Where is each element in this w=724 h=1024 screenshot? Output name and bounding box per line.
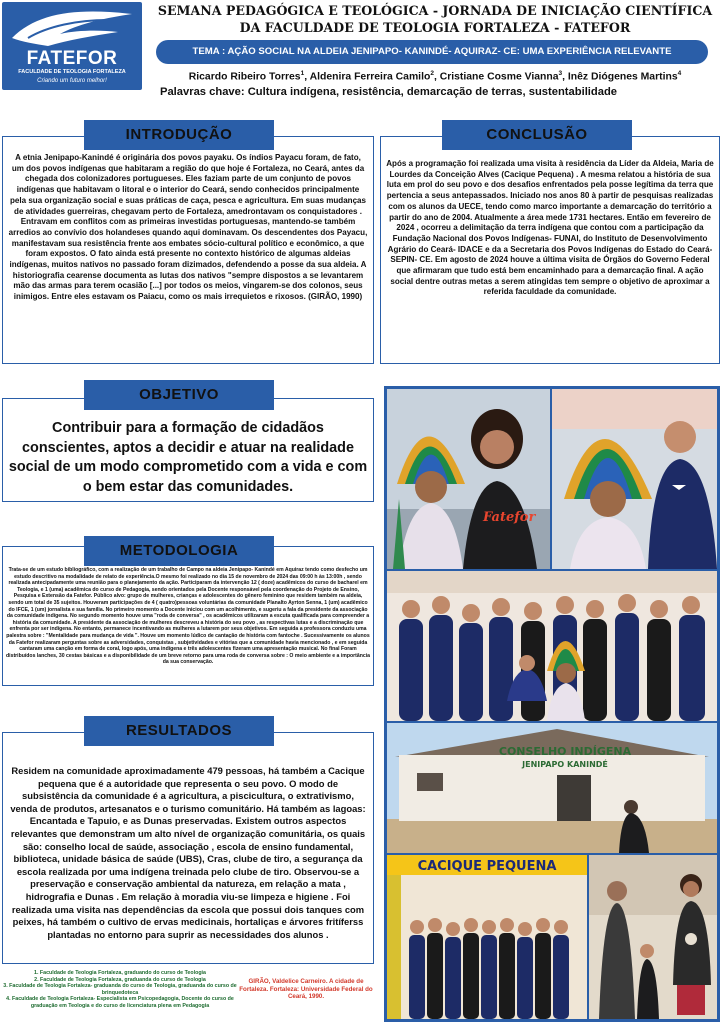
resultados-text: Residem na comunidade aproximadamente 479 pessoas, há também a Cacique pequena que é a autoridade que representa o seu povo. O modo de subsistência da comunidade é a agricultura, a piscicultura, o extrativismo, venda de produtos, artesanatos e o turismo comunitário. Há também as lagoas: Encantada e Tapuio, e as Dunas preservadas. Existem outros aspectos relevantes que demonstram um alto nível de organização comunitária, os quais são: conselho local de saúde, associação , escola de ensino fundamental, biblioteca, unidade básica de saúde (UBS), Cras, clube de tiro, a segurança da escola realizada por uma indígena treinada pelo clube de tiro. Observou-se a preservação e conservação ambiental da natureza, em relação a mata , hidrografia e Dunas . Em relação à moradia viu-se limpeza e higiene . Foi realizada uma visita nas dependências da escola que possui dois tanques com peixes, há também o cultivo de ervas medicinais, hortaliças e árvores fritíferss plantadas no entorno para suprir as necessidades dos alunos . bbox=[10, 765, 366, 940]
photo-group-seated bbox=[387, 571, 717, 721]
footnote-item: 2. Faculdade de Teologia Fortaleza, graduanda do curso de Teologia bbox=[34, 976, 206, 983]
poster-title bbox=[148, 2, 722, 36]
logo-motto: Criando um futuro melhor! bbox=[37, 78, 107, 84]
keywords-line: Palavras chave: Cultura indígena, resistência, demarcação de terras, sustentabilidade bbox=[160, 86, 618, 98]
metodologia-text: Trata-se de um estudo bibliográfico, com a realização de um trabalho de Campo na aldeia Jenipapo- Kanindé em Aquiraz tendo como desfecho um estudo descritivo na modalidade de relato de experiência.O mesmo foi realizado no dia 15 de novembro de 2024 das 09:00 h às 13:00h , sendo realizada antecipadamente uma reunião para o planejamento da ação. Participaram da intervenção 12 ( doze) acadêmicos do curso de bacharel em Teologia, e 1 (uma) acadêmica do curso de Pedagogia, sendo orientados pela Docente responsável pela coordenação do Projeto de Ensino, Pesquisa e Extensão da Fatefor. Público alvo: grupo de mulheres, crianças e adolescentes do gênero feminino que residem também na aldeia, sendo um total de 35 sujeitos. Houveram participações de 4 ( quatro)pessoas voluntárias da comunidade Planalto Ayrton Senna, 1 (um) acadêmico do IFCE, 1 (um) jornalista e sua família. No primeiro momento a Docente iniciou com um acolhimento, e sugeriu a fala da presidente da associação da comunidade indígena. No segundo momento houve uma "roda de conversa" , os acadêmicos utilizaram a escuta qualificada para compreender a história da comunidade. A presidente da associação de mulheres descreveu a história do seu povo , as respectivas lutas e a discriminação que enfrenta por ser indígena. No entanto, permanece incentivando as mulheres a lutarem por seus objetivos. Em seguida a professora conduziu uma palestra sobre : "Mentalidade para mudança de vida ". Houve um momento lúdico de cantação de história com fantoche . Sucessivamente os alunos da Fatefor realizaram perguntas sobre as adversidades, conquistas , subjetividades e vitórias que a comunidade havia mencionado , e em seguida cantaram uma canção em forma de coral, logo após, uma indígena e três adolescentes fizeram uma apresentação musical. No final Foram distribuídos lanches, 30 cestas básicas e a disponibilidade de um breve retorno para uma roda de conversa sobre : O meio ambiente e a importância da sua conservação. bbox=[6, 567, 370, 666]
authors-line bbox=[148, 70, 722, 82]
photo-group-standing bbox=[387, 855, 587, 1019]
fatefor-shirt-text: Fatefor bbox=[483, 510, 536, 525]
author-mark: 3 bbox=[558, 70, 563, 77]
photo-gallery bbox=[384, 386, 720, 1022]
footnote-item: 1. Faculdade de Teologia Fortaleza, graduando do curso de Teologia bbox=[34, 970, 206, 976]
photo-conselho-building bbox=[387, 723, 717, 853]
logo-subtitle: FACULDADE DE TEOLOGIA FORTALEZA bbox=[18, 69, 126, 75]
objetivo-heading: OBJETIVO bbox=[84, 380, 274, 410]
logo-name: FATEFOR bbox=[26, 48, 118, 69]
introducao-box bbox=[2, 136, 374, 364]
tema-banner: TEMA : AÇÃO SOCIAL NA ALDEIA JENIPAPO- KANINDÉ- AQUIRAZ- CE: UMA EXPERIÊNCIA RELEVANTE bbox=[156, 40, 708, 64]
poster-title-line2: DA FACULDADE DE TEOLOGIA FORTALEZA - FATEFOR bbox=[239, 20, 631, 35]
author-mark: 1 bbox=[300, 70, 305, 77]
cacique-banner-text: CACIQUE PEQUENA bbox=[417, 859, 557, 874]
metodologia-box bbox=[2, 546, 374, 686]
author-separator: , bbox=[433, 71, 440, 83]
author-separator: , bbox=[562, 71, 568, 83]
author-name: Cristiane Cosme Vianna bbox=[439, 71, 559, 83]
conclusao-box bbox=[380, 136, 720, 364]
objetivo-box bbox=[2, 398, 374, 502]
conclusao-heading: CONCLUSÃO bbox=[442, 120, 632, 150]
conclusao-text: Após a programação foi realizada uma visita à residência da Líder da Aldeia, Maria de Lourdes da Conceição Alves (Cacique Pequena) . A mesma relatou a história de sua luta em prol do seu povo e dos desafios enfrentados pela posse legítima da terra que pertencia a seus antepassados. Iniciado nos anos 80 à partir de pesquisas realizadas com os alunos da UECE, tendo como marco importante a demarcação do território a partir do ano de 2004. Atualmente a área mede 1731 hectares. Então em fevereiro de 2024 , ocorreu a delimitação da terra indígena que contou com a participação da Fundação Nacional dos Povos Indígenas- FUNAI, do Instituto de Desenvolvimento Agrário do Ceará- IDACE e da a Secretaria dos Povos Indígenas do Estado do Ceará- SEPIN- CE. Em agosto de 2024 houve a última visita de Órgãos do Governo Federal que afirmaram que tudo está bem encaminhado para a demarcação final. A ação social dentre outras metas a serem atingidas tem sempre o objetivo de aproximar a referida faculdade da comunidade. bbox=[386, 159, 714, 297]
dove-wing-icon bbox=[8, 8, 136, 48]
reference: GIRÃO, Valdelice Carneiro. A cidade de Fortaleza. Fortaleza: Universidade Federal do Ceará, 1990. bbox=[239, 978, 373, 1001]
fatefor-logo bbox=[2, 2, 142, 90]
author-name: Inêz Diógenes Martins bbox=[567, 71, 678, 83]
photo-cacique-with-man bbox=[552, 389, 717, 569]
author-name: Ricardo Ribeiro Torres bbox=[188, 71, 301, 83]
introducao-heading: INTRODUÇÃO bbox=[84, 120, 274, 150]
footnotes bbox=[2, 970, 238, 1009]
resultados-box bbox=[2, 732, 374, 964]
objetivo-text: Contribuir para a formação de cidadãos conscientes, aptos a decidir e atuar na realidade social de um modo comprometido com a vida e com o bem estar das comunidades. bbox=[8, 420, 368, 495]
photo-cacique-with-student bbox=[387, 389, 550, 569]
author-name: Aldenira Ferreira Camilo bbox=[309, 71, 431, 83]
resultados-heading: RESULTADOS bbox=[84, 716, 274, 746]
photo-woman-speaking bbox=[589, 855, 717, 1019]
building-sign-line2: JENIPAPO KANINDÉ bbox=[522, 760, 608, 769]
building-sign-line1: CONSELHO INDÍGENA bbox=[498, 745, 632, 758]
author-mark: 4 bbox=[677, 70, 682, 77]
footnote-item: 4. Faculdade de Teologia Fortaleza- Especialista em Psicopedagogia, Docente do curso de graduação em Teologia e do curso de licenciatura plena em Pedagogia bbox=[6, 996, 234, 1009]
author-separator: , bbox=[304, 71, 310, 83]
author-mark: 2 bbox=[430, 70, 434, 77]
introducao-text: A etnia Jenipapo-Kanindé é originária dos povos payaku. Os índios Payacu foram, de fato, um dos povos indígenas que habitaram a região do que hoje é Fortaleza, no Ceará, antes da chegada dos colonizadores portugueses. Eles faziam parte de um conjunto de povos indígenas que habitavam o litoral e o interior do Ceará, sendo conhecidos principalmente pela sua organização social e suas práticas de caça, pesca e agricultura. Em suas mudanças de atividades guerreiras, chegavam perto de Fortaleza, amedrontavam os conquistadores . Entravam em conflitos com as primeiras investidas portuguesas, mantendo-se também arredios ao convívio dos holandeses quando aqui dominavam. Os descendentes dos Payacu, manifestavam sua resistência frente aos embates sócio-cultural político e econômico, a que foram expostos. O fato ainda está presente no contexto histórico de algumas aldeias indígenas, muitos nativos no passado foram dizimados, defendendo a posse da sua aldeia. A historiografia cearense documenta as lutas dos nativos "sempre dispostos a se levantarem mão das armas para terem ocasião [...] por todos os meios, vingarem-se dos colonos, seus inimigos. Entre eles estavam os Paiacu, como os mais irrequietos e rixosos. (GIRÃO, 1990) bbox=[8, 153, 368, 302]
poster-title-line1: SEMANA PEDAGÓGICA E TEOLÓGICA - JORNADA DE INICIAÇÃO CIENTÍFICA bbox=[157, 3, 713, 18]
metodologia-heading: METODOLOGIA bbox=[84, 536, 274, 566]
footnote-item: 3. Faculdade de Teologia Fortaleza- graduanda do curso de Teologia, graduanda do curso de brinquedoteca bbox=[3, 983, 237, 996]
